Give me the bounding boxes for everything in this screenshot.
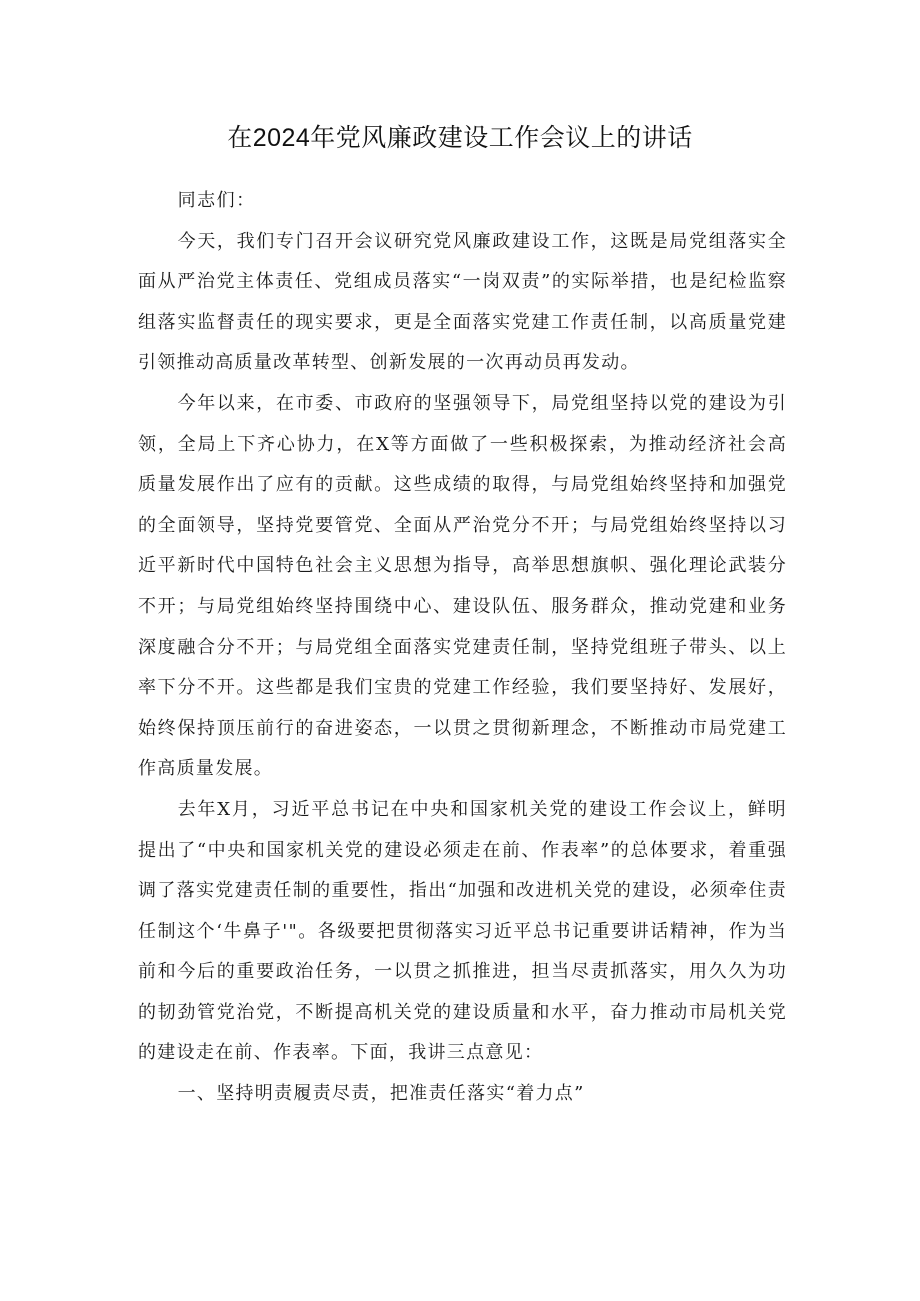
paragraph-requirements: 去年X月，习近平总书记在中央和国家机关党的建设工作会议上，鲜明提出了“中央和国家机关党的建设必须走在前、作表率”的总体要求，着重强调了落实党建责任制的重要性，指出“加强和改进机关党的建设，必须牵住责任制这个‘牛鼻子'"。各级要把贯彻落实习近平总书记重要讲话精神，作为当前和今后的重要政治任务，一以贯之抓推进，担当尽责抓落实，用久久为功的韧劲管党治党，不断提高机关党的建设质量和水平，奋力推动市局机关党的建设走在前、作表率。下面，我讲三点意见：	[138, 798, 787, 1064]
salutation: 同志们：	[177, 190, 256, 211]
paragraph-opening: 今天，我们专门召开会议研究党风廉政建设工作，这既是局党组落实全面从严治党主体责任、党组成员落实“一岗双责”的实际举措，也是纪检监察组落实监督责任的现实要求，更是全面落实党建工作责任制，以高质量党建引领推动高质量改革转型、创新发展的一次再动员再发动。	[138, 230, 787, 374]
paragraph-achievements: 今年以来，在市委、市政府的坚强领导下，局党组坚持以党的建设为引领，全局上下齐心协力，在X等方面做了一些积极探索，为推动经济社会高质量发展作出了应有的贡献。这些成绩的取得，与局党组始终坚持和加强党的全面领导，坚持党要管党、全面从严治党分不开；与局党组始终坚持以习近平新时代中国特色社会主义思想为指导，高举思想旗帜、强化理论武装分不开；与局党组始终坚持围绕中心、建设队伍、服务群众，推动党建和业务深度融合分不开；与局党组全面落实党建责任制，坚持党组班子带头、以上率下分不开。这些都是我们宝贵的党建工作经验，我们要坚持好、发展好，始终保持顶压前行的奋进姿态，一以贯之贯彻新理念，不断推动市局党建工作高质量发展。	[138, 392, 787, 780]
document-title: 在2024年党风廉政建设工作会议上的讲话	[227, 124, 693, 152]
document-body	[138, 181, 787, 1115]
section-heading-1: 一、坚持明责履责尽责，把准责任落实“着力点”	[177, 1083, 585, 1105]
